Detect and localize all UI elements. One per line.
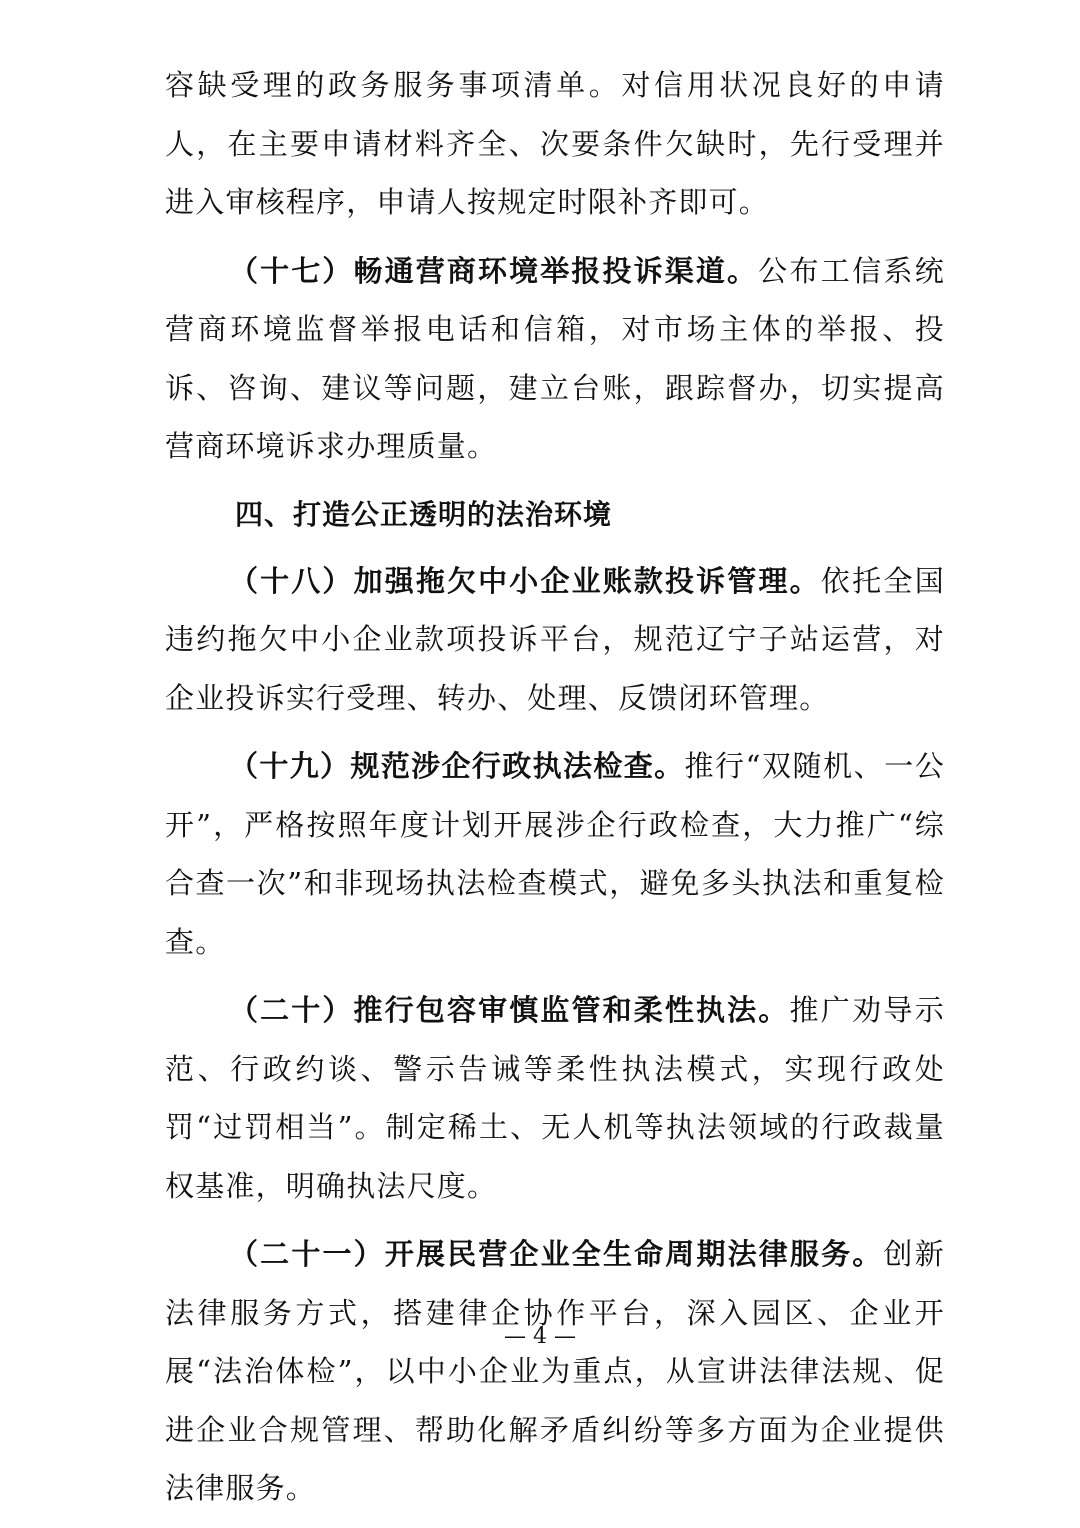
item-17-paragraph <box>165 242 945 476</box>
item-18-lead: （十八）加强拖欠中小企业账款投诉管理。 <box>229 563 821 598</box>
intro-paragraph: 容缺受理的政务服务事项清单。对信用状况良好的申请人，在主要申请材料齐全、次要条件欠缺时，先行受理并进入审核程序，申请人按规定时限补齐即可。 <box>165 68 945 219</box>
item-19-body: 推行“双随机、一公开”，严格按照年度计划开展涉企行政检查，大力推广“综合查一次”和非现场执法检查模式，避免多头执法和重复检查。 <box>165 749 945 959</box>
item-20-body: 推广劝导示范、行政约谈、警示告诫等柔性执法模式，实现行政处罚“过罚相当”。制定稀土、无人机等执法领域的行政裁量权基准，明确执法尺度。 <box>165 993 945 1203</box>
item-20-lead: （二十）推行包容审慎监管和柔性执法。 <box>229 993 790 1027</box>
item-21-paragraph <box>165 1225 945 1518</box>
body-text <box>165 56 945 1528</box>
item-21-body: 创新法律服务方式，搭建律企协作平台，深入园区、企业开展“法治体检”，以中小企业为重点，从宣讲法律法规、促进企业合规管理、帮助化解矛盾纠纷等多方面为企业提供法律服务。 <box>165 1237 945 1505</box>
item-20-paragraph <box>165 981 945 1215</box>
item-19-lead: （十九）规范涉企行政执法检查。 <box>229 749 685 783</box>
page-number: — 4 — <box>504 1324 576 1349</box>
item-17-body: 公布工信系统营商环境监督举报电话和信箱，对市场主体的举报、投诉、咨询、建议等问题，建立台账，跟踪督办，切实提高营商环境诉求办理质量。 <box>165 253 945 463</box>
item-21-lead: （二十一）开展民营企业全生命周期法律服务。 <box>229 1237 884 1271</box>
item-17-lead: （十七）畅通营商环境举报投诉渠道。 <box>229 253 759 288</box>
item-19-paragraph <box>165 737 945 971</box>
section-4-heading: 四、打造公正透明的法治环境 <box>235 497 613 531</box>
item-18-paragraph <box>165 552 945 728</box>
item-18-body: 依托全国违约拖欠中小企业款项投诉平台，规范辽宁子站运营，对企业投诉实行受理、转办、处理、反馈闭环管理。 <box>165 563 945 715</box>
